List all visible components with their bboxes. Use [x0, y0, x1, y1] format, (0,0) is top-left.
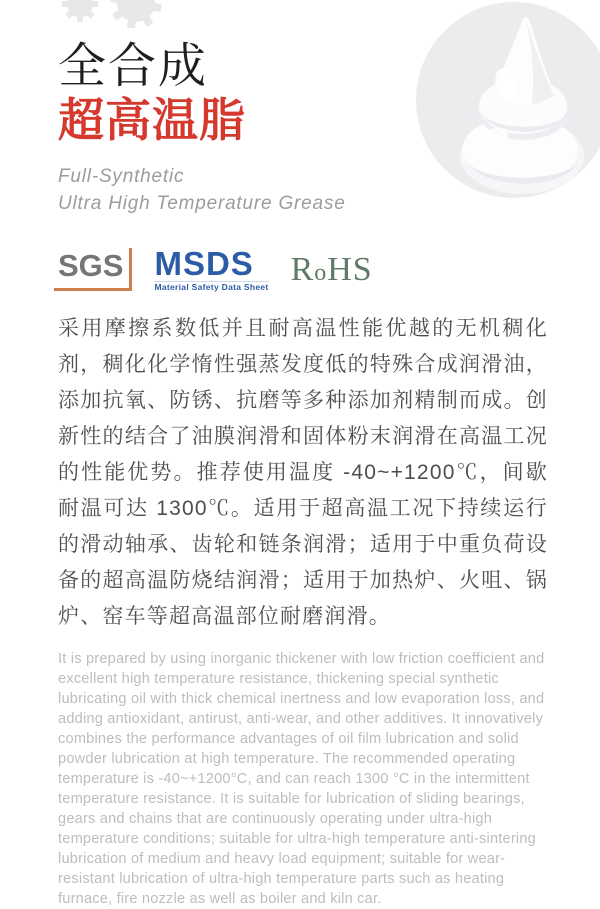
subtitle-line1: Full-Synthetic	[58, 166, 185, 187]
rohs-r: R	[290, 251, 315, 288]
rohs-logo	[291, 251, 373, 289]
title-line2: 超高温脂	[58, 94, 246, 146]
subtitle-line2: Ultra High Temperature Grease	[58, 193, 346, 214]
page-subtitle	[58, 163, 548, 217]
description-chinese: 采用摩擦系数低并且耐高温性能优越的无机稠化剂，稠化化学惰性强蒸发度低的特殊合成润滑油，添加抗氧、防锈、抗磨等多种添加剂精制而成。创新性的结合了油膜润滑和固体粉末润滑在高温工况的性能优势。推荐使用温度 -40~+1200℃，间歇耐温可达 1300℃。适用于超高温工况下持续运行的滑动轴承、齿轮和链条润滑；适用于中重负荷设备的超高温防烧结润滑；适用于加热炉、火咀、锅炉、窑车等超高温部位耐磨润滑。	[58, 317, 548, 628]
msds-logo	[154, 244, 269, 292]
rohs-hs: HS	[327, 251, 373, 288]
rohs-o: o	[314, 260, 328, 286]
sgs-logo: SGS	[54, 248, 132, 291]
msds-logo-tagline: Material Safety Data Sheet	[154, 281, 269, 292]
msds-logo-text: MSDS	[154, 244, 254, 282]
title-line1: 全合成	[58, 40, 209, 93]
page-title	[58, 40, 548, 146]
certification-logos	[58, 243, 548, 293]
description-english: It is prepared by using inorganic thickener with low friction coefficient and excellent high temperature resistance, thickening special synthetic lubricating oil with thick chemical inertness and low evaporation loss, and adding antioxidant, antirust, anti-wear, and other additives. It innovatively combines the performance advantages of oil film lubrication and solid powder lubrication at high temperature. The recommended operating temperature is -40~+1200°C, and can reach 1300 °C in the intermittent temperature resistance. It is suitable for lubrication of sliding bearings, gears and chains that are continuously operating under ultra-high temperature conditions; suitable for ultra-high temperature anti-sintering lubrication of medium and heavy load equipment; suitable for wear-resistant lubrication of ultra-high temperature parts such as heating furnace, fire nozzle as well as boiler and kiln car.	[58, 651, 545, 907]
